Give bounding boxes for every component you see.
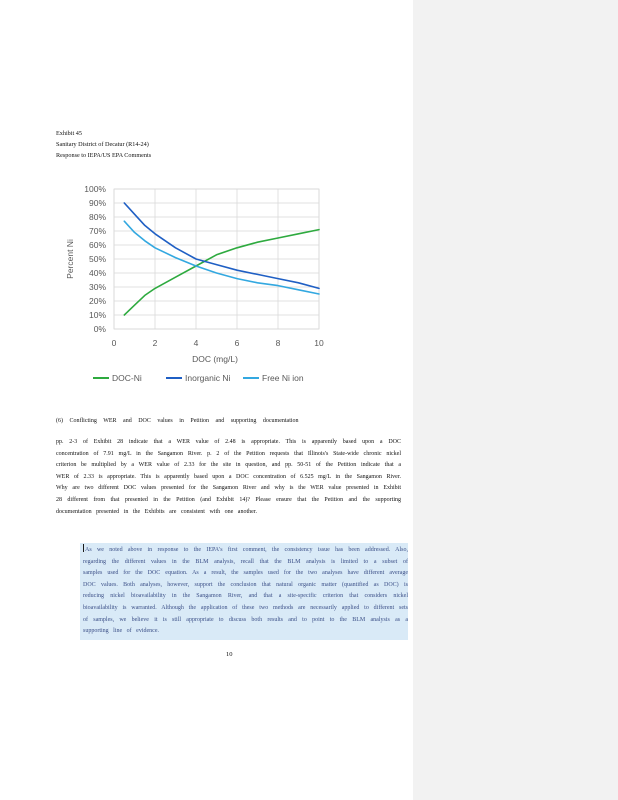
y-tick-label: 80% — [88, 212, 106, 222]
section-heading: (6) Conflicting WER and DOC values in Petition and supporting documentation — [56, 418, 299, 424]
chart-legend — [93, 373, 304, 383]
series-line-doc-ni — [124, 230, 319, 315]
ni-speciation-chart — [56, 178, 346, 398]
y-tick-label: 90% — [88, 198, 106, 208]
chart-grid — [114, 189, 319, 329]
comment-paragraph: pp. 2-3 of Exhibit 28 indicate that a WER value of 2.48 is appropriate. This is apparently based upon a DOC concentration of 7.91 mg/L in the Sangamon River. p. 2 of the Petition requests that Illinois's State-wide chronic nickel criterion be multiplied by a WER value of 2.33 for the site in question, and pp. 50-51 of the Petition indicate that a WER of 2.33 is appropriate. This is apparently based upon a DOC concentration of 6.525 mg/L in the Sangamon River. Why are two different DOC values presented for the Sangamon River and why is the WER value presented in Exhibit 28 different from that presented in the Petition (and Exhibit 14)? Please ensure that the Petition and the supporting documentation presented in the Exhibits are consistent with one another. — [56, 439, 401, 515]
x-tick-label: 2 — [152, 338, 158, 348]
y-tick-label: 50% — [88, 254, 106, 264]
header-district: Sanitary District of Decatur (R14-24) — [56, 141, 149, 148]
legend-label: DOC-Ni — [112, 373, 142, 383]
y-tick-label: 60% — [88, 240, 106, 250]
x-tick-label: 4 — [193, 338, 199, 348]
y-tick-label: 40% — [88, 268, 106, 278]
x-tick-label: 0 — [111, 338, 117, 348]
y-tick-label: 30% — [88, 282, 106, 292]
x-axis-label: DOC (mg/L) — [192, 354, 238, 364]
response-paragraph: As we noted above in response to the IEPA's first comment, the consistency issue has been addressed. Also, regarding the different values in the BLM analysis, recall that the BLM analysis is limited to a subset of samples used for the DOC equation. As a result, the samples used for the two analyses have different average DOC values. Both analyses, however, support the conclusion that natural organic matter (quantified as DOC) is reducing nickel bioavailability in the Sangamon River, and that a site-specific criterion that considers nickel bioavailability is warranted. Although the application of these two methods are necessarily applied to different sets of samples, we believe it is still appropriate to discuss both results and to point to the BLM analysis as a supporting line of evidence. — [83, 547, 408, 635]
y-tick-label: 10% — [88, 310, 106, 320]
comment-pane — [413, 0, 618, 800]
y-tick-label: 20% — [88, 296, 106, 306]
chart-svg — [56, 178, 346, 393]
y-tick-label: 0% — [93, 324, 106, 334]
legend-label: Inorganic Ni — [185, 373, 231, 383]
series-line-inorganic-ni — [124, 203, 319, 288]
y-tick-label: 100% — [84, 184, 106, 194]
x-tick-label: 10 — [314, 338, 324, 348]
document-header — [56, 128, 151, 161]
x-tick-label: 6 — [234, 338, 240, 348]
response-paragraph-box[interactable] — [80, 543, 408, 640]
header-exhibit: Exhibit 45 — [56, 130, 82, 137]
chart-axes — [84, 184, 324, 348]
x-tick-label: 8 — [275, 338, 281, 348]
header-response: Response to IEPA/US EPA Comments — [56, 152, 152, 159]
text-cursor — [83, 544, 84, 552]
page-number: 10 — [226, 651, 233, 658]
y-tick-label: 70% — [88, 226, 106, 236]
legend-label: Free Ni ion — [262, 373, 304, 383]
y-axis-label: Percent Ni — [65, 239, 75, 279]
